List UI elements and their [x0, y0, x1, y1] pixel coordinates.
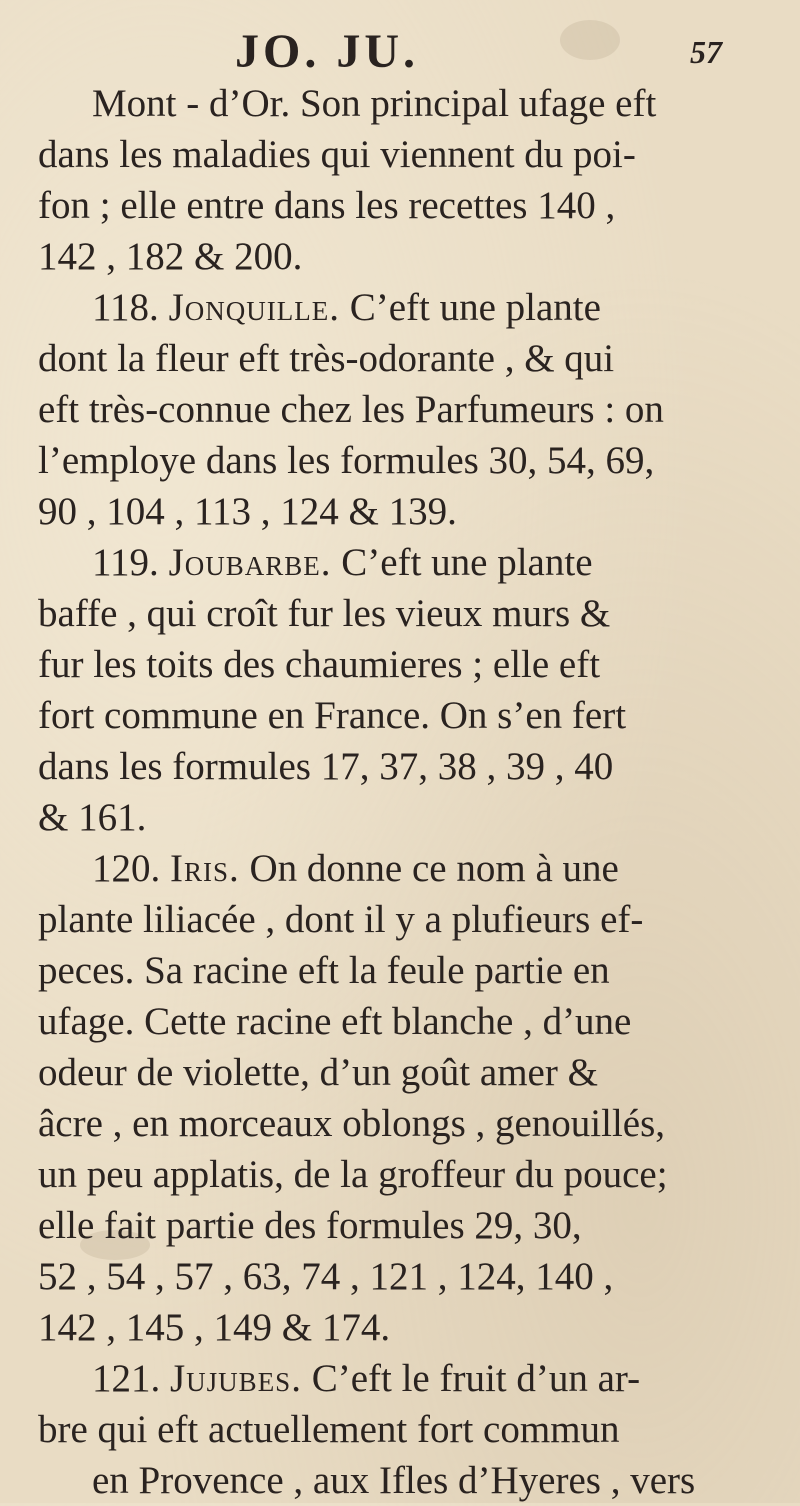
entry-title: Iris. — [170, 847, 240, 890]
entry-jonquille — [38, 282, 758, 537]
entry-text: C’eft une plante — [331, 541, 593, 584]
entry-first-line — [38, 1353, 758, 1404]
entry-number: 119. — [92, 541, 159, 584]
entry-text: C’eft une plante — [339, 286, 601, 329]
text-line: 142 , 145 , 149 & 174. — [38, 1306, 391, 1349]
text-line: fur les toits des chaumieres ; elle eft — [38, 643, 601, 686]
entry-number: 118. — [92, 286, 159, 329]
entry-iris — [38, 843, 758, 1353]
text-line: peces. Sa racine eft la feule partie en — [38, 949, 610, 992]
text-line: un peu applatis, de la groffeur du pouce; — [38, 1153, 668, 1196]
text-line: en Provence , aux Ifles d’Hyeres , vers — [92, 1459, 696, 1502]
text-line: 142 , 182 & 200. — [38, 235, 303, 278]
entry-first-line — [38, 282, 758, 333]
entry-title: Jonquille. — [168, 286, 340, 329]
entry-number: 120. — [92, 847, 161, 890]
text-line: & 161. — [38, 796, 147, 839]
running-head: JO. JU. — [235, 25, 419, 78]
entry-title: Joubarbe. — [168, 541, 332, 584]
text-line: fon ; elle entre dans les recettes 140 , — [38, 184, 616, 227]
text-line: 90 , 104 , 113 , 124 & 139. — [38, 490, 457, 533]
entry-first-line — [38, 537, 758, 588]
text-line: odeur de violette, d’un goût amer & — [38, 1051, 598, 1094]
page-header — [0, 20, 800, 80]
text-line: l’employe dans les formules 30, 54, 69, — [38, 439, 655, 482]
text-line: dans les formules 17, 37, 38 , 39 , 40 — [38, 745, 614, 788]
page-number: 57 — [690, 34, 722, 70]
text-line: elle fait partie des formules 29, 30, — [38, 1204, 582, 1247]
entry-jujubes — [38, 1353, 758, 1506]
entry-joubarbe — [38, 537, 758, 843]
text-line: dont la fleur eft très-odorante , & qui — [38, 337, 615, 380]
entry-title: Jujubes. — [170, 1357, 302, 1400]
text-line: 52 , 54 , 57 , 63, 74 , 121 , 124, 140 , — [38, 1255, 614, 1298]
entry-text: On donne ce nom à une — [239, 847, 619, 890]
text-line: bre qui eft actuellement fort commun — [38, 1408, 620, 1451]
text-body — [38, 78, 758, 1506]
text-line: Mont - d’Or. Son principal ufage eft — [92, 82, 657, 125]
text-line: âcre , en morceaux oblongs , genouillés, — [38, 1102, 666, 1145]
text-line: baffe , qui croît fur les vieux murs & — [38, 592, 611, 635]
entry-text: C’eft le fruit d’un ar- — [301, 1357, 641, 1400]
entry-number: 121. — [92, 1357, 161, 1400]
text-line: plante liliacée , dont il y a plufieurs ef- — [38, 898, 644, 941]
text-line: fort commune en France. On s’en fert — [38, 694, 627, 737]
paragraph-continuation — [38, 78, 758, 282]
text-line: ufage. Cette racine eft blanche , d’une — [38, 1000, 632, 1043]
entry-first-line — [38, 843, 758, 894]
text-line: eft très-connue chez les Parfumeurs : on — [38, 388, 664, 431]
text-line: dans les maladies qui viennent du poi- — [38, 133, 636, 176]
